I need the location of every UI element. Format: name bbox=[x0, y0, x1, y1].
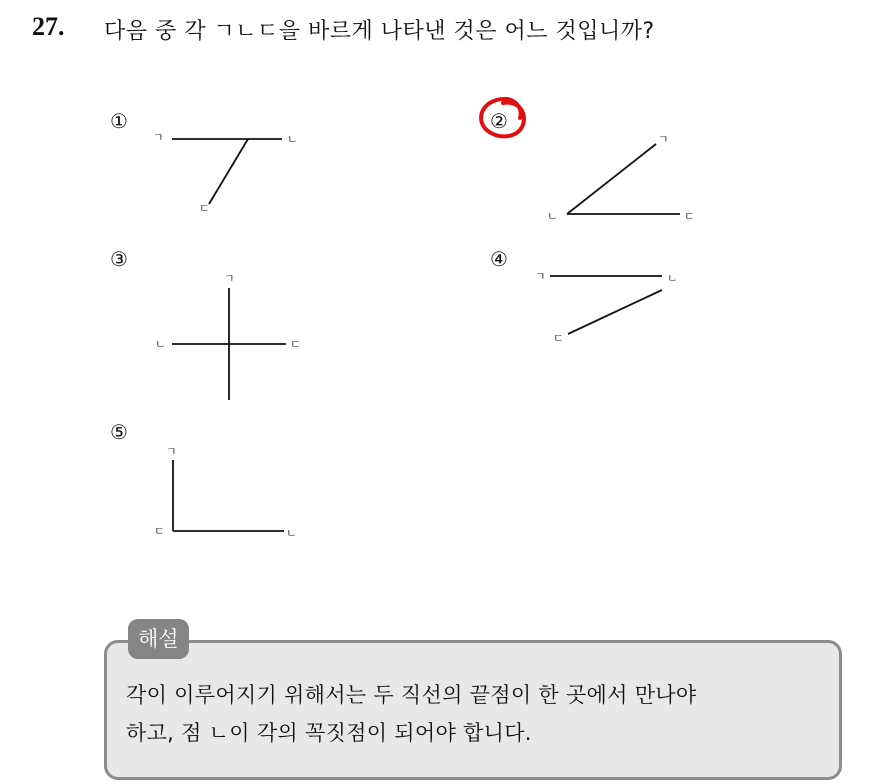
explanation-line-1: 각이 이루어지기 위해서는 두 직선의 끝점이 한 곳에서 만나야 bbox=[126, 683, 697, 707]
choice-5-label-g: ㄱ bbox=[166, 445, 177, 458]
choice-2-line-a bbox=[567, 144, 656, 214]
choice-1-line-b bbox=[209, 139, 248, 204]
choice-1[interactable] bbox=[110, 109, 298, 215]
choice-5-label-n: ㄴ bbox=[286, 527, 297, 540]
explanation-line-2: 하고, 점 ㄴ이 각의 꼭짓점이 되어야 합니다. bbox=[126, 721, 532, 745]
explanation-text bbox=[126, 676, 826, 752]
question-text: 다음 중 각 ㄱㄴㄷ을 바르게 나타낸 것은 어느 것입니까? bbox=[104, 19, 655, 44]
choice-4-marker: ④ bbox=[490, 247, 508, 271]
choice-4-label-g: ㄱ bbox=[535, 270, 546, 283]
choice-4-label-d: ㄷ bbox=[553, 332, 564, 345]
explanation-tag: 해설 bbox=[128, 619, 189, 659]
choice-4-label-n: ㄴ bbox=[667, 272, 678, 285]
choice-1-label-n: ㄴ bbox=[287, 133, 298, 146]
choice-5-marker: ⑤ bbox=[110, 420, 128, 444]
choice-5-label-d: ㄷ bbox=[154, 525, 165, 538]
choice-2[interactable] bbox=[481, 99, 695, 223]
question-number: 27. bbox=[32, 12, 65, 41]
choice-5[interactable] bbox=[110, 420, 297, 540]
choice-2-label-g: ㄱ bbox=[658, 133, 669, 146]
choice-2-marker: ② bbox=[490, 109, 508, 133]
choice-1-label-g: ㄱ bbox=[153, 131, 164, 144]
choice-2-label-n: ㄴ bbox=[547, 210, 558, 223]
choice-3[interactable] bbox=[110, 247, 301, 400]
choice-1-label-d: ㄷ bbox=[199, 202, 210, 215]
choice-4[interactable] bbox=[490, 247, 678, 345]
choice-3-label-d: ㄷ bbox=[290, 338, 301, 351]
choice-2-label-d: ㄷ bbox=[684, 210, 695, 223]
choice-1-marker: ① bbox=[110, 109, 128, 133]
choice-3-label-n: ㄴ bbox=[155, 338, 166, 351]
choice-4-line-b bbox=[568, 290, 662, 334]
choice-3-marker: ③ bbox=[110, 247, 128, 271]
choice-3-label-g: ㄱ bbox=[224, 272, 235, 285]
